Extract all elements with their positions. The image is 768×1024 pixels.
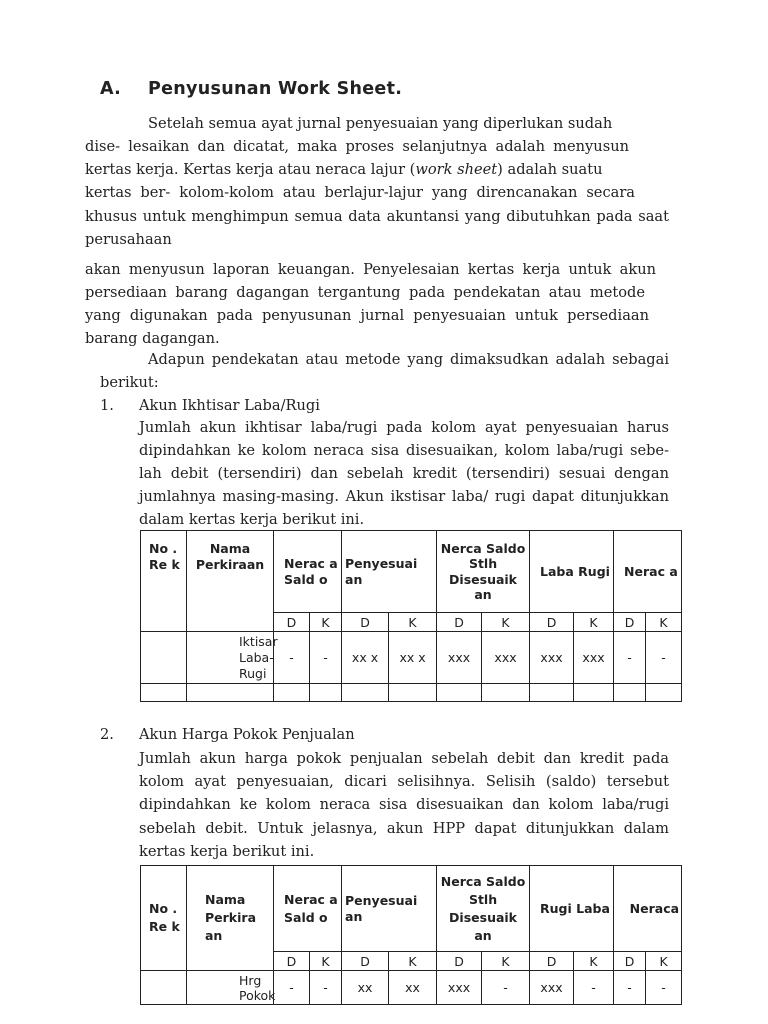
dk-cell: D [614,952,646,971]
item1-line-1: Jumlah akun ikhtisar laba/rugi pada kolom ayat penyesuaian harus [139,419,669,436]
section-number: A. [100,79,122,99]
intro-line-6: perusahaan [85,231,172,248]
dk-cell: K [310,613,342,632]
worksheet-table-1 [140,530,682,702]
item1-line-3: lah debit (tersendiri) dan sebelah kredit (tersendiri) sesuai dengan [139,465,669,482]
col-neraca: Nerac a [614,531,682,613]
item1-title: Akun Ikhtisar Laba/Rugi [139,397,320,414]
intro-line-1: Setelah semua ayat jurnal penyesuaian yang diperlukan sudah [148,115,613,132]
cell-no [141,632,187,684]
col-neraca-saldo: Nerac a Sald o [274,866,342,952]
table-row [141,971,682,1005]
col-no-rek: No . Re k [141,866,187,971]
value-cell: xxx [574,632,614,684]
value-cell: xxx [530,632,574,684]
col-laba-rugi: Laba Rugi [530,531,614,613]
value-cell: - [614,632,646,684]
item2-line-3: dipindahkan ke kolom neraca sisa disesuaikan dan kolom laba/rugi [139,796,669,813]
dk-cell: D [437,613,482,632]
para3-line-1: Adapun pendekatan atau metode yang dimaksudkan adalah sebagai [148,351,669,368]
table-row [141,632,682,684]
dk-cell: D [342,952,389,971]
value-cell: xxx [482,632,530,684]
cell-account-name: Hrg Pokok [187,971,274,1005]
section-title: Penyusunan Work Sheet. [148,79,403,99]
dk-cell: D [614,613,646,632]
item2-line-5: kertas kerja berikut ini. [139,843,315,860]
value-cell: - [310,632,342,684]
dk-cell: D [530,613,574,632]
value-cell: xx x [342,632,389,684]
col-rugi-laba: Rugi Laba [530,866,614,952]
value-cell: - [646,971,682,1005]
dk-cell: D [530,952,574,971]
item1-number: 1. [100,397,114,414]
dk-cell: D [274,952,310,971]
para3-line-2: berikut: [100,374,159,391]
section-heading [100,79,402,99]
table2-header-row [141,866,682,952]
item2-line-2: kolom ayat penyesuaian, dicari selisihnya. Selisih (saldo) tersebut [139,773,669,790]
item1-line-2: dipindahkan ke kolom neraca sisa disesuaikan, kolom laba/rugi sebe- [139,442,669,459]
intro-line-4: kertas ber- kolom-kolom atau berlajur-lajur yang direncanakan secara [85,184,635,201]
worksheet-table-2 [140,865,682,1005]
intro-line-2: dise- lesaikan dan dicatat, maka proses selanjutnya adalah menyusun [85,138,629,155]
col-nssd: Nerca Saldo Stlh Disesuaik an [437,866,530,952]
table-row-empty [141,684,682,702]
dk-cell: K [646,952,682,971]
value-cell: xx x [389,632,437,684]
value-cell: xxx [530,971,574,1005]
item2-line-4: sebelah debit. Untuk jelasnya, akun HPP dapat ditunjukkan dalam [139,820,669,837]
dk-cell: K [389,952,437,971]
item2-line-1: Jumlah akun harga pokok penjualan sebelah debit dan kredit pada [139,750,669,767]
value-cell: xxx [437,971,482,1005]
item2-number: 2. [100,726,114,743]
table1-header-row [141,531,682,613]
dk-cell: K [646,613,682,632]
value-cell: - [482,971,530,1005]
col-nssd: Nerca Saldo Stlh Disesuaik an [437,531,530,613]
intro-line-5: khusus untuk menghimpun semua data akuntansi yang dibutuhkan pada saat [85,208,669,225]
dk-cell: K [310,952,342,971]
dk-cell: K [482,613,530,632]
cell-account-name: Iktisar Laba- Rugi [187,632,274,684]
value-cell: xx [342,971,389,1005]
value-cell: - [574,971,614,1005]
col-nama-perkiraan: Nama Perkira an [187,866,274,971]
value-cell: - [614,971,646,1005]
value-cell: xx [389,971,437,1005]
dk-cell: D [342,613,389,632]
col-nama-perkiraan: Nama Perkiraan [187,531,274,632]
item1-line-4: jumlahnya masing-masing. Akun ikstisar laba/ rugi dapat ditunjukkan [139,488,669,505]
col-penyesuaian: Penyesuai an [342,531,437,613]
para2-line-3: yang digunakan pada penyusunan jurnal penyesuaian untuk persediaan [85,307,649,324]
dk-cell: D [274,613,310,632]
item1-line-5: dalam kertas kerja berikut ini. [139,511,365,528]
value-cell: - [274,632,310,684]
value-cell: - [646,632,682,684]
para2-line-1: akan menyusun laporan keuangan. Penyelesaian kertas kerja untuk akun [85,261,656,278]
dk-cell: D [437,952,482,971]
value-cell: - [310,971,342,1005]
dk-cell: K [574,613,614,632]
value-cell: xxx [437,632,482,684]
dk-cell: K [389,613,437,632]
work-sheet-term: work sheet [415,161,498,178]
item2-title: Akun Harga Pokok Penjualan [139,726,355,743]
col-no-rek: No . Re k [141,531,187,632]
para2-line-4: barang dagangan. [85,330,220,347]
col-neraca: Neraca [614,866,682,952]
col-neraca-saldo: Nerac a Sald o [274,531,342,613]
dk-cell: K [574,952,614,971]
dk-cell: K [482,952,530,971]
para2-line-2: persediaan barang dagangan tergantung pada pendekatan atau metode [85,284,645,301]
cell-no [141,971,187,1005]
intro-line-3: kertas kerja. Kertas kerja atau neraca lajur (work sheet) adalah suatu [85,161,603,178]
value-cell: - [274,971,310,1005]
col-penyesuaian: Penyesuai an [342,866,437,952]
